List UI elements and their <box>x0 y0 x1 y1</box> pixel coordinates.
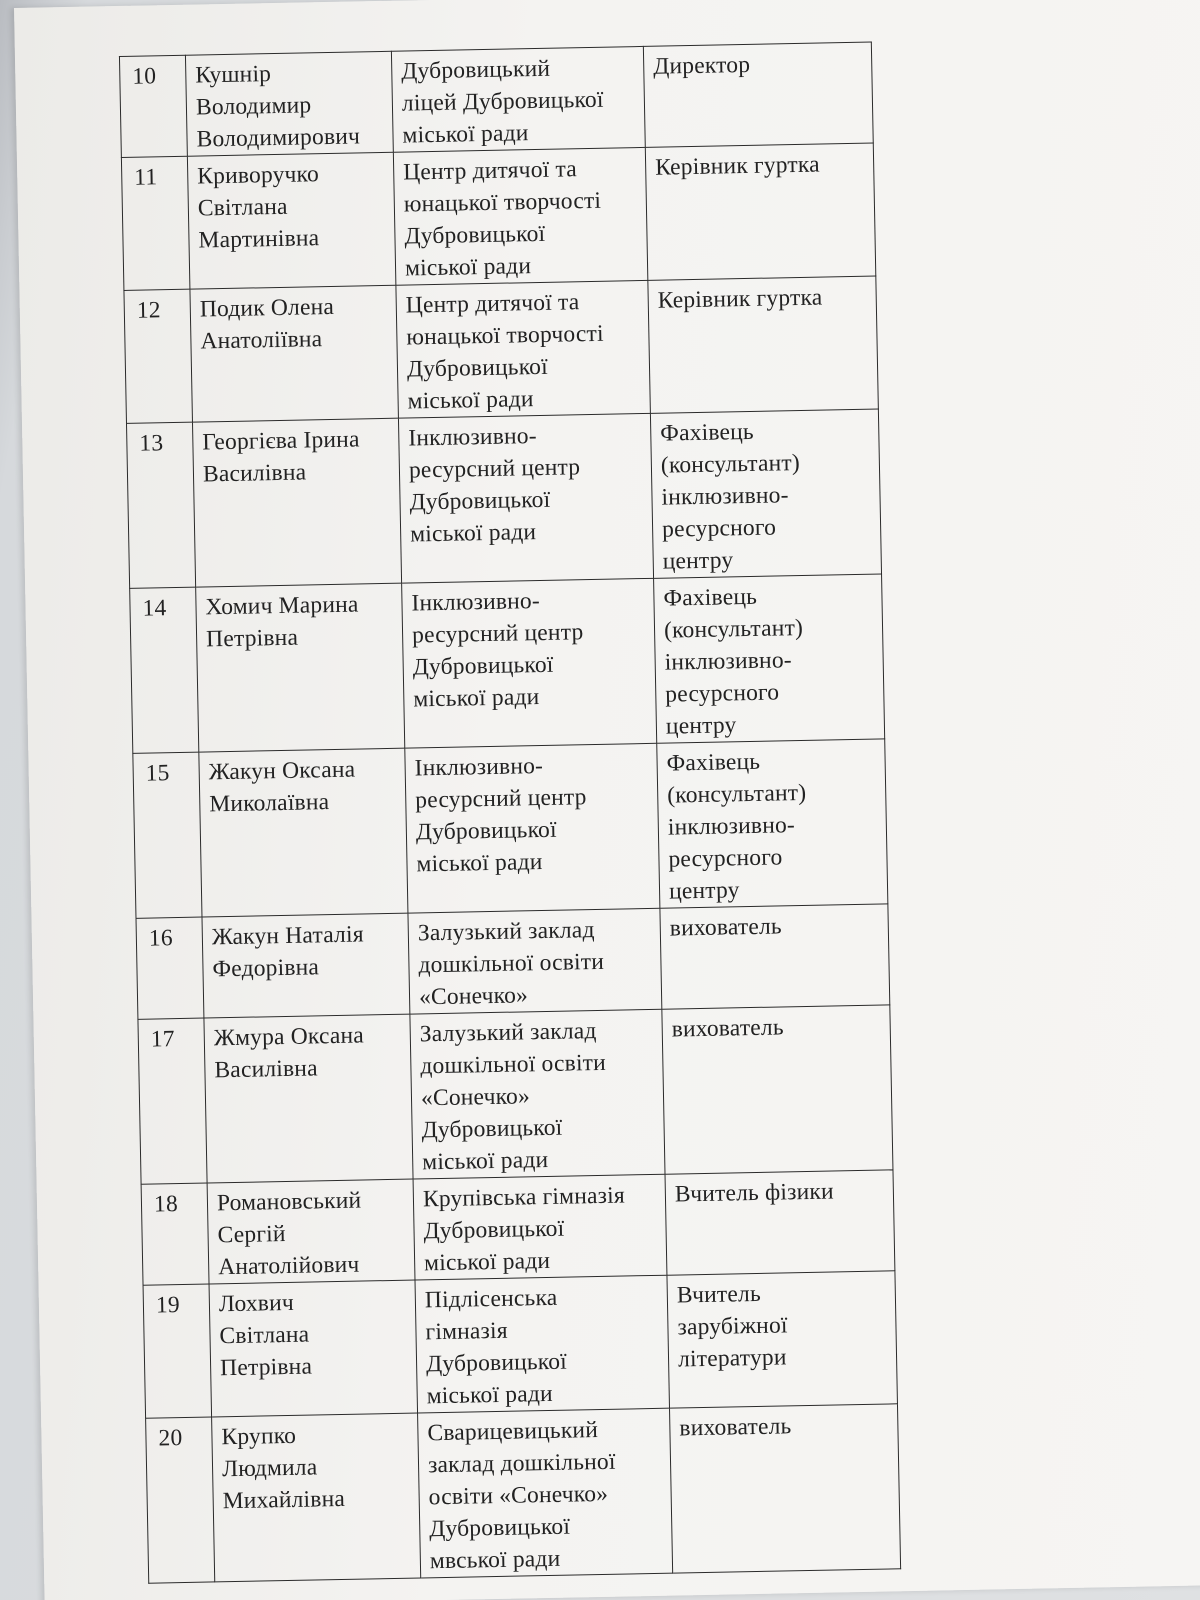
person-name-cell: Жмура Оксана Василівна <box>204 1014 413 1183</box>
position-cell: вихователь <box>670 1404 901 1573</box>
organization-cell: Центр дитячої та юнацької творчості Дубровицької міської ради <box>396 280 651 418</box>
position-cell: Фахівець (консультант) інклюзивно- ресурсного центру <box>657 739 888 908</box>
table-row <box>143 1271 897 1418</box>
organization-cell: Підлісенська гімназія Дубровицької міської ради <box>415 1275 670 1413</box>
position-cell: вихователь <box>660 904 890 1009</box>
person-name-cell: Криворучко Світлана Мартинівна <box>187 152 396 289</box>
person-name-cell: Лохвич Світлана Петрівна <box>209 1280 418 1417</box>
row-number-cell: 20 <box>146 1417 215 1583</box>
table-row <box>146 1404 901 1583</box>
organization-cell: Залузький заклад дошкільної освіти «Сонечко» <box>408 908 662 1014</box>
row-number-cell: 11 <box>121 156 190 290</box>
row-number-cell: 17 <box>138 1018 207 1184</box>
table-row <box>141 1170 895 1285</box>
organization-cell: Інклюзивно- ресурсний центр Дубровицької міської ради <box>402 578 657 748</box>
position-cell: Керівник гуртка <box>648 276 879 413</box>
organization-cell: Сварицевицький заклад дошкільної освіти «Сонечко» Дубровицької мвської ради <box>418 1408 673 1578</box>
position-cell: вихователь <box>662 1005 893 1174</box>
organization-cell: Інклюзивно- ресурсний центр Дубровицької міської ради <box>398 413 653 583</box>
staff-table-body <box>119 42 900 1583</box>
position-cell: Фахівець (консультант) інклюзивно- ресурсного центру <box>654 574 885 743</box>
table-row <box>124 276 878 423</box>
person-name-cell: Подик Олена Анатоліївна <box>190 285 399 422</box>
table-row <box>121 143 875 290</box>
table-row <box>133 739 888 918</box>
position-cell: Керівник гуртка <box>645 143 876 280</box>
organization-cell: Залузький заклад дошкільної освіти «Сонечко» Дубровицької міської ради <box>410 1009 665 1179</box>
position-cell: Вчитель зарубіжної літератури <box>667 1271 898 1408</box>
table-row <box>136 904 890 1019</box>
row-number-cell: 18 <box>141 1183 209 1285</box>
organization-cell: Дубровицький ліцей Дубровицької міської ради <box>391 46 645 152</box>
person-name-cell: Георгієва Ірина Василівна <box>192 418 401 587</box>
person-name-cell: Хомич Марина Петрівна <box>196 583 405 752</box>
person-name-cell: Крупко Людмила Михайлівна <box>212 1413 421 1582</box>
row-number-cell: 10 <box>119 55 187 157</box>
paper-sheet <box>14 0 1200 1600</box>
position-cell: Фахівець (консультант) інклюзивно- ресурсного центру <box>650 409 881 578</box>
row-number-cell: 16 <box>136 917 204 1019</box>
organization-cell: Центр дитячої та юнацької творчості Дубровицької міської ради <box>393 147 648 285</box>
person-name-cell: Жакун Оксана Миколаївна <box>199 748 408 917</box>
staff-table <box>119 42 901 1584</box>
row-number-cell: 19 <box>143 1284 212 1418</box>
position-cell: Директор <box>643 42 873 147</box>
person-name-cell: Кушнір Володимир Володимирович <box>185 51 393 156</box>
row-number-cell: 14 <box>130 587 199 753</box>
row-number-cell: 13 <box>126 422 195 588</box>
person-name-cell: Романовський Сергій Анатолійович <box>207 1179 415 1284</box>
table-row <box>130 574 885 753</box>
organization-cell: Інклюзивно- ресурсний центр Дубровицької міської ради <box>405 743 660 913</box>
position-cell: Вчитель фізики <box>665 1170 895 1275</box>
table-row <box>126 409 881 588</box>
table-row <box>119 42 873 157</box>
organization-cell: Крупівська гімназія Дубровицької міської ради <box>413 1174 667 1280</box>
row-number-cell: 12 <box>124 289 193 423</box>
table-row <box>138 1005 893 1184</box>
person-name-cell: Жакун Наталія Федорівна <box>202 913 410 1018</box>
row-number-cell: 15 <box>133 752 202 918</box>
